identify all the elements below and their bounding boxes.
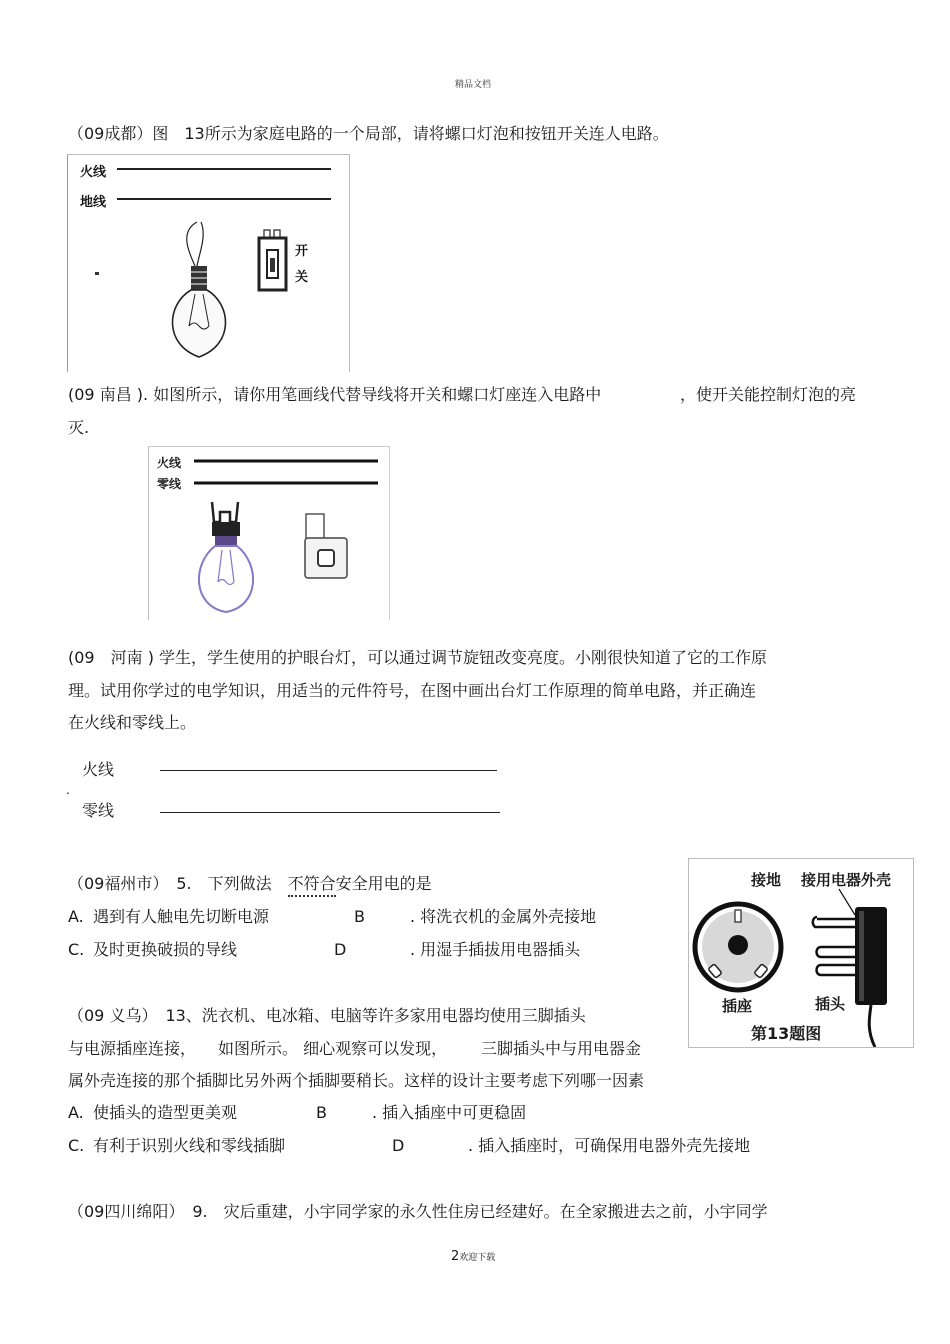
q3-live-wire-label: 火线: [82, 760, 115, 779]
q1-figure: [67, 154, 350, 372]
question-2-line-1a: (09 南昌 ). 如图所示，请你用笔画线代替导线将开关和螺口灯座连入电路中: [68, 385, 602, 404]
q5-option-d-letter: D: [392, 1136, 405, 1155]
push-button-switch: [259, 230, 286, 290]
question-3-line-3: 在火线和零线上。: [68, 713, 197, 732]
question-4-text: [68, 874, 432, 897]
q5-option-b-letter: B: [316, 1103, 327, 1122]
wall-switch: [305, 514, 347, 578]
q1-ground-wire-label: 地线: [80, 195, 107, 210]
q3-live-wire-line: [160, 770, 497, 771]
q5-option-c: 有利于识别火线和零线插脚: [93, 1136, 286, 1155]
q4-option-c-letter: C.: [68, 940, 85, 959]
page-header: 精品文档: [455, 80, 492, 90]
question-6-line-1: （09四川绵阳） 9. 灾后重建，小宇同学家的永久性住房已经建好。在全家搬进去之前，小宇同学: [68, 1202, 768, 1221]
q5-option-a-letter: A.: [68, 1103, 84, 1122]
question-5-line-2b: 如图所示。 细心观察可以发现，: [218, 1039, 448, 1058]
q4-option-c: 及时更换破损的导线: [93, 940, 238, 959]
question-3-line-1: (09 河南 ) 学生，学生使用的护眼台灯，可以通过调节旋钮改变亮度。小刚很快知道了它的工作原: [68, 648, 768, 667]
q3-neutral-wire-line: [160, 812, 500, 813]
q5-figure-caption: 第13题图: [751, 1024, 822, 1043]
question-2-line-2: 灭.: [68, 418, 90, 437]
q4-suffix: 安全用电的是: [335, 874, 432, 893]
q5-label-ground: 接地: [751, 871, 782, 889]
stray-mark: [95, 272, 99, 275]
q5-option-d: . 插入插座时，可确保用电器外壳先接地: [468, 1136, 751, 1155]
q5-label-socket: 插座: [722, 997, 753, 1015]
q5-figure: [688, 858, 914, 1048]
three-pin-plug: [813, 889, 887, 1047]
q5-option-a: 使插头的造型更美观: [93, 1103, 238, 1122]
q4-option-b-letter: B: [354, 907, 365, 926]
question-2-line-1b: ，使开关能控制灯泡的亮: [680, 385, 857, 404]
q5-label-shell: 接用电器外壳: [801, 871, 892, 889]
question-5-line-3: 属外壳连接的那个插脚比另外两个插脚要稍长。这样的设计主要考虑下列哪一因素: [68, 1071, 645, 1090]
q4-option-d-letter: D: [334, 940, 347, 959]
screw-lamp-holder: [199, 502, 253, 612]
q3-dot: .: [66, 783, 70, 797]
q3-neutral-wire-label: 零线: [82, 801, 115, 820]
q4-option-b: . 将洗衣机的金属外壳接地: [410, 907, 597, 926]
question-5-line-2c: 三脚插头中与用电器金: [481, 1039, 642, 1058]
three-pin-socket: [695, 904, 781, 990]
q1-live-wire-label: 火线: [80, 165, 107, 180]
question-5-line-1: （09 义乌） 13、洗衣机、电冰箱、电脑等许多家用电器均使用三脚插头: [68, 1006, 586, 1025]
q5-option-c-letter: C.: [68, 1136, 85, 1155]
q1-switch-label-2: 关: [295, 270, 309, 285]
q4-option-a: 遇到有人触电先切断电源: [93, 907, 270, 926]
q2-figure: [148, 446, 390, 620]
screw-bulb: [172, 222, 225, 357]
question-1-text: （09成都）图 13所示为家庭电路的一个局部，请将螺口灯泡和按钮开关连人电路。: [68, 124, 669, 143]
q5-label-plug: 插头: [815, 995, 846, 1013]
q1-switch-label-1: 开: [295, 244, 309, 259]
footer-text: 欢迎下载: [459, 1253, 496, 1263]
q2-circuit-diagram: [148, 446, 390, 620]
q4-emphasis: 不符合: [288, 874, 336, 897]
question-3-line-2: 理。试用你学过的电学知识，用适当的元件符号，在图中画出台灯工作原理的简单电路，并正确连: [68, 681, 757, 700]
q5-option-b: . 插入插座中可更稳固: [372, 1103, 527, 1122]
question-5-line-2a: 与电源插座连接，: [68, 1039, 197, 1058]
q4-option-d: . 用湿手插拔用电器插头: [410, 940, 581, 959]
q4-option-a-letter: A.: [68, 907, 84, 926]
q2-neutral-wire-label: 零线: [157, 477, 182, 491]
q4-prefix: （09福州市） 5. 下列做法: [68, 874, 288, 893]
q2-live-wire-label: 火线: [157, 456, 182, 470]
page-footer: [451, 1249, 495, 1264]
page-number: 2: [451, 1249, 460, 1264]
q1-circuit-diagram: [67, 154, 350, 372]
